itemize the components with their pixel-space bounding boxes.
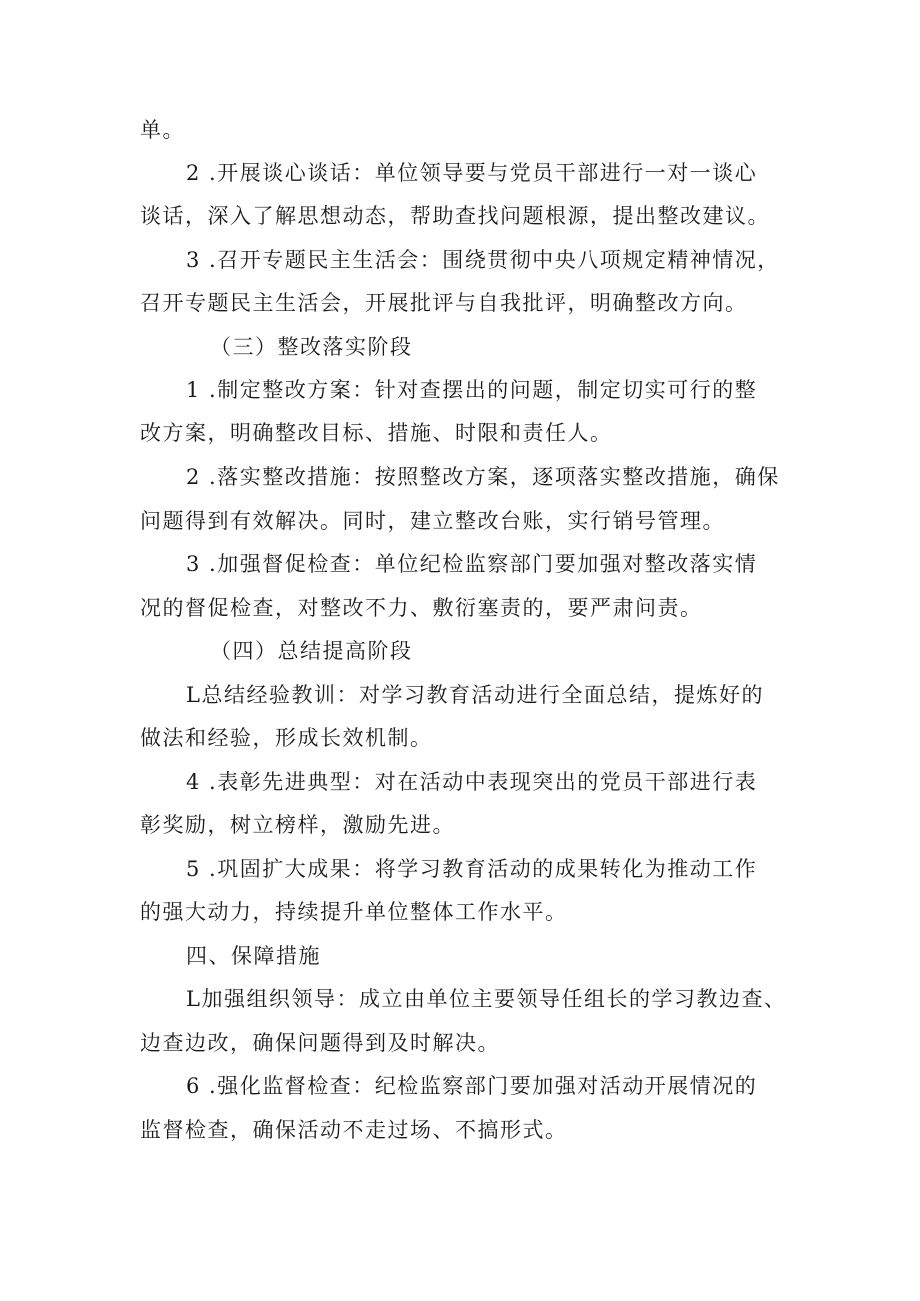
text-line-10: 问题得到有效解决。同时，建立整改台账，实行销号管理。 [140, 509, 725, 533]
text-line-16: 4 .表彰先进典型：对在活动中表现突出的党员干部进行表 [186, 770, 758, 794]
text-line-9: 2 .落实整改措施：按照整改方案，逐项落实整改措施，确保 [186, 465, 780, 489]
text-line-4: 3 .召开专题民主生活会：围绕贯彻中央八项规定精神情况， [186, 248, 780, 272]
text-line-18: 5 .巩固扩大成果：将学习教育活动的成果转化为推动工作 [186, 857, 758, 881]
text-line-8: 改方案，明确整改目标、措施、时限和责任人。 [140, 421, 613, 445]
text-line-12: 况的督促检查，对整改不力、敷衍塞责的，要严肃问责。 [140, 596, 703, 620]
text-line-14: L总结经验教训：对学习教育活动进行全面总结，提炼好的 [186, 683, 764, 707]
section-heading-3: （三）整改落实阶段 [210, 335, 413, 359]
text-line-7: 1 .制定整改方案：针对查摆出的问题，制定切实可行的整 [186, 378, 758, 402]
text-line-24: 监督检查，确保活动不走过场、不搞形式。 [140, 1118, 568, 1142]
section-heading-4: （四）总结提高阶段 [210, 639, 413, 663]
text-line-19: 的强大动力，持续提升单位整体工作水平。 [140, 900, 568, 924]
text-line-22: 边查边改，确保问题得到及时解决。 [140, 1031, 500, 1055]
text-line-1: 单。 [140, 118, 185, 142]
text-line-11: 3 .加强督促检查：单位纪检监察部门要加强对整改落实情 [186, 552, 758, 576]
text-line-23: 6 .强化监督检查：纪检监察部门要加强对活动开展情况的 [186, 1074, 758, 1098]
text-line-17: 彰奖励，树立榜样，激励先进。 [140, 813, 455, 837]
text-line-15: 做法和经验，形成长效机制。 [140, 726, 433, 750]
text-line-21: L加强组织领导：成立由单位主要领导任组长的学习教边查、 [186, 987, 787, 1011]
text-line-3: 谈话，深入了解思想动态，帮助查找问题根源，提出整改建议。 [140, 204, 770, 228]
section-heading-measures: 四、保障措施 [186, 944, 321, 968]
text-line-2: 2 .开展谈心谈话：单位领导要与党员干部进行一对一谈心 [186, 161, 758, 185]
text-line-5: 召开专题民主生活会，开展批评与自我批评，明确整改方向。 [140, 291, 748, 315]
